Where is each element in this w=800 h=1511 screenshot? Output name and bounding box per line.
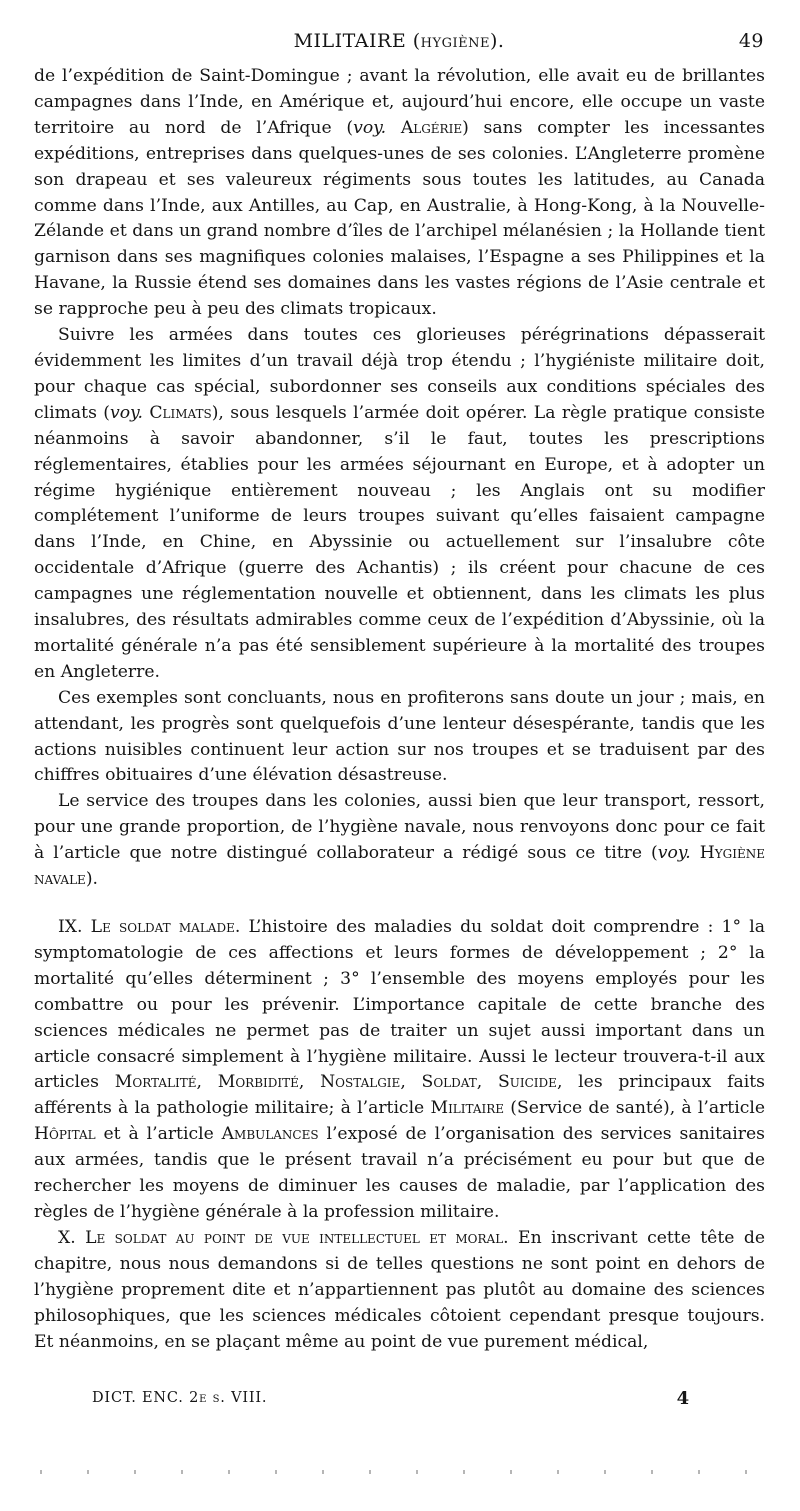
cross-reference: Ambulances (221, 1124, 319, 1145)
scan-artifact-dots (40, 1470, 760, 1474)
body-text (34, 64, 765, 1355)
text-run (386, 118, 401, 138)
text-run (691, 843, 700, 863)
section-gap (34, 893, 765, 915)
text-run: , (196, 1072, 218, 1093)
section-x (34, 1226, 765, 1356)
text-run: En inscrivant cette tête de chapitre, nous nous demandons si de telles questions ne sont point en dehors de l’hygiène proprement dite et n’appartiennent pas plutôt au domaine des sciences philosophiques, que les sciences médicales côtoient cependant presque toujours. Et néanmoins, en se plaçant même au point de vue purement médical, (34, 1227, 765, 1352)
cross-reference: Algérie (400, 117, 463, 138)
running-title (34, 30, 764, 52)
text-run: et à l’article (95, 1124, 222, 1145)
italic-run: voy. (109, 402, 143, 423)
paragraph-4 (34, 789, 765, 893)
page-footer (92, 1390, 690, 1412)
cross-reference: Hôpital (34, 1124, 96, 1145)
text-run: (Service de santé), à l’article (504, 1098, 766, 1119)
section-heading: Le soldat malade. (90, 917, 241, 937)
cross-reference: Soldat (421, 1072, 477, 1093)
paragraph-2 (34, 323, 765, 686)
text-run: L’histoire des maladies du soldat doit comprendre : 1° la symptomatologie de ces affections et leurs formes de développement ; 2° la mortalité qu’elles déterminent ; 3° l’ensemble des moyens employés pour les combattre ou pour les prévenir. L’importance capitale de cette branche des sciences médicales ne permet pas de traiter un sujet aussi important dans un article consacré simplement à l’hygiène militaire. Aussi le lecteur trouvera-t-il aux articles (34, 917, 765, 1093)
text-run: , (476, 1072, 498, 1093)
text-run: , les principaux faits afférents à la pathologie militaire; à l’article (34, 1072, 765, 1119)
cross-reference: Morbidité (217, 1072, 299, 1093)
paragraph-3: Ces exemples sont concluants, nous en profiterons sans doute un jour ; mais, en attendant, les progrès sont quelquefois d’une lenteur désespérante, tandis que les actions nuisibles continuent leur action sur nos troupes et se traduisent par des chiffres obituaires d’une élévation désastreuse. (34, 687, 765, 786)
running-title-subtitle: (hygiène). (412, 30, 505, 52)
cross-reference: Militaire (430, 1098, 505, 1119)
cross-reference: Climats (149, 402, 212, 423)
text-run: de l’expédition de Saint-Domingue ; avant la révolution, elle avait eu de brillantes campagnes dans l’Inde, en Amérique et, aujourd’hui encore, elle occupe un vaste territoire au nord de l’Afrique ( (34, 66, 765, 138)
signature-mark: DICT. ENC. 2e s. VIII. (92, 1390, 268, 1406)
italic-run: voy. (353, 117, 387, 138)
cross-reference: Nostalgie (320, 1072, 401, 1093)
section-number: IX. (58, 917, 91, 937)
running-title-main: MILITAIRE (293, 30, 407, 52)
section-number: X. (58, 1227, 86, 1248)
paragraph-1 (34, 64, 765, 323)
text-run: Le service des troupes dans les colonies, aussi bien que leur transport, ressort, pour une grande proportion, de l’hygiène navale, nous renvoyons donc pour ce fait à l’article que notre distingué collaborateur a rédigé sous ce titre ( (34, 791, 765, 864)
cross-reference: Hygiène navale (34, 843, 765, 890)
text-run: l’exposé de l’organisation des services sanitaires aux armées, tandis que le présent travail n’a précisément eu pour but que de rechercher les moyens de diminuer les causes de maladie, par l’application des règles de l’hygiène générale à la profession militaire. (34, 1124, 765, 1222)
text-run: , (298, 1072, 321, 1093)
text-run: Suivre les armées dans toutes ces glorieuses pérégrinations dépasserait évidemment les limites d’un travail déjà trop étendu ; l’hygiéniste militaire doit, pour chaque cas spécial, subordonner ses conseils aux conditions spéciales des climats ( (34, 325, 765, 423)
italic-run: voy. (657, 843, 691, 864)
section-heading: Le soldat au point de vue intellectuel et moral. (85, 1227, 509, 1248)
text-run: , (400, 1072, 422, 1093)
running-head (34, 30, 764, 56)
text-run: ), sous lesquels l’armée doit opérer. La règle pratique consiste néanmoins à savoir abandonner, s’il le faut, toutes les prescriptions réglementaires, établies pour les armées séjournant en Europe, et à adopter un régime hygiénique entièrement nouveau ; les Anglais ont su modifier complétement l’uniforme de leurs troupes suivant qu’elles faisaient campagne dans l’Inde, en Chine, en Abyssinie ou actuellement sur l’insalubre côte occidentale d’Afrique (guerre des Achantis) ; ils créent pour chacune de ces campagnes une réglementation nouvelle et obtiennent, dans les climats les plus insalubres, des résultats admirables comme ceux de l’expédition d’Abyssinie, où la mortalité générale n’a pas été sensiblement supérieure à la mortalité des troupes en Angleterre. (34, 402, 766, 682)
sheet-number: 4 (676, 1388, 690, 1409)
cross-reference: Suicide (498, 1072, 557, 1093)
page-number: 49 (738, 30, 764, 52)
text-run: ) sans compter les incessantes expéditions, entreprises dans quelques-unes de ses colonies. L’Angleterre promène son drapeau et ses valeureux régiments sous toutes les latitudes, au Canada comme dans l’Inde, aux Antilles, au Cap, en Australie, à Hong-Kong, à la Nouvelle-Zélande et dans un grand nombre d’îles de l’archipel mélanésien ; la Hollande tient garnison dans ses magnifiques colonies malaises, l’Espagne a ses Philippines et la Havane, la Russie étend ses domaines dans les vastes régions de l’Asie centrale et se rapproche peu à peu des climats tropicaux. (34, 117, 766, 320)
text-run: ). (85, 869, 98, 890)
section-ix (34, 915, 765, 1226)
cross-reference: Mortalité (114, 1072, 197, 1093)
